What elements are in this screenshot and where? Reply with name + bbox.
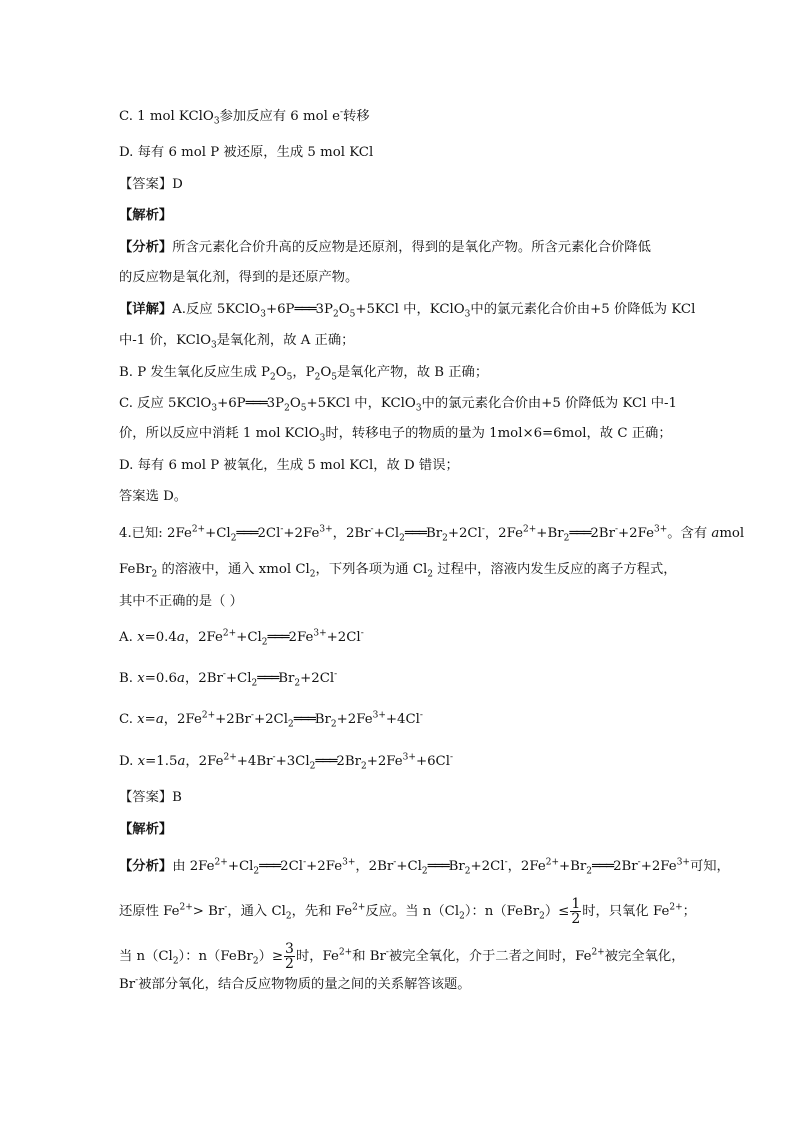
fraction-three-halves: $\frac{3}{2}$	[285, 941, 294, 972]
question-4-line-1: 4.已知: $2Fe^{2+}+Cl_2═══2Cl^-+2Fe^{3+}$，$2Br^-+Cl_2═══Br_2+2Cl^-$，$2Fe^{2+}+Br_2═══2Br^-+2Fe^{3+}$。含有 amol	[119, 524, 745, 544]
detail-line-4: C. 反应 $5KClO_3+6P═══3P_2O_5+5KCl$ 中，KClO$_3$中的氯元素化合价由+5 价降低为 KCl 中-1	[119, 396, 677, 414]
detail-line-3: B. P 发生氧化反应生成 $P_2O_5$，$P_2O_5$是氧化产物，故 B 正确；	[119, 365, 489, 383]
answer-line: 【答案】D	[119, 177, 183, 192]
answer-line-2: 【答案】B	[119, 790, 182, 805]
detail-line-2: 中-1 价，KClO$_3$是氧化剂，故 A 正确；	[119, 333, 355, 351]
option-d-line: D. 每有 6 mol P 被还原，生成 5 mol KCl	[119, 145, 374, 160]
option-b: B. x=0.6a，$2Br^-+Cl_2═══Br_2+2Cl^-$	[119, 669, 338, 689]
analysis-2-line-4: Br-被部分氧化，结合反应物物质的量之间的关系解答该题。	[119, 975, 471, 992]
answer-choice-line: 答案选 D。	[119, 489, 188, 504]
detail-line-1: 【详解】A.反应 $5KClO_3+6P═══3P_2O_5+5KCl$ 中，KClO$_3$中的氯元素化合价由+5 价降低为 KCl	[119, 302, 696, 320]
detail-line-6: D. 每有 6 mol P 被氧化，生成 5 mol KCl，故 D 错误；	[119, 458, 459, 473]
analysis-text-line-1: 【分析】所含元素化合价升高的反应物是还原剂，得到的是氧化产物。所含元素化合价降低	[119, 240, 651, 255]
analysis-heading-2: 【解析】	[119, 822, 173, 837]
analysis-2-line-3: 当 $n(Cl_2)$：n（FeBr$_2$）≥ $\frac{3}{2}$ 时，$Fe^{2+}$和 Br-被完全氧化，介于二者之间时，$Fe^{2+}$被完全氧化，	[119, 941, 685, 972]
analysis-heading: 【解析】	[119, 208, 173, 223]
analysis-2-line-2: 还原性 $Fe^{2+}> Br^-$，通入 $Cl_2$，先和 $Fe^{2+}$反应。当 $n(Cl_2)$：n（FeBr$_2$）≤ $\frac{1}{2}$ 时，只氧化 $Fe^{2+}$；	[119, 896, 696, 927]
detail-line-5: 价，所以反应中消耗 1 mol KClO$_3$时，转移电子的物质的量为 1mol×6=6mol，故 C 正确；	[119, 426, 672, 444]
fraction-one-half: $\frac{1}{2}$	[571, 896, 581, 927]
analysis-text-line-2: 的反应物是氧化剂，得到的是还原产物。	[119, 270, 359, 285]
option-d: D. x=1.5a，$2Fe^{2+}+4Br^-+3Cl_2═══2Br_2+2Fe^{3+}+6Cl^-$	[119, 752, 454, 772]
option-c-line: C. 1 mol KClO$_3$参加反应有 6 mol e-转移	[119, 107, 370, 127]
option-c: C. x=a，$2Fe^{2+}+2Br^-+2Cl_2═══Br_2+2Fe^{3+}+4Cl^-$	[119, 710, 423, 730]
question-4-line-2: FeBr$_2$ 的溶液中，通入 xmol $Cl_2$，下列各项为通 $Cl_2$ 过程中，溶液内发生反应的离子方程式，	[119, 562, 677, 580]
analysis-2-line-1: 【分析】由 $2Fe^{2+}+Cl_2═══2Cl^-+2Fe^{3+}$，$2Br^-+Cl_2═══Br_2+2Cl^-$，$2Fe^{2+}+Br_2═══2Br^-+2Fe^{3+}$可知，	[119, 857, 730, 877]
question-4-line-3: 其中不正确的是（ ）	[119, 594, 243, 609]
option-a: A. x=0.4a，$2Fe^{2+}+Cl_2═══2Fe^{3+}+2Cl^-$	[119, 628, 364, 648]
